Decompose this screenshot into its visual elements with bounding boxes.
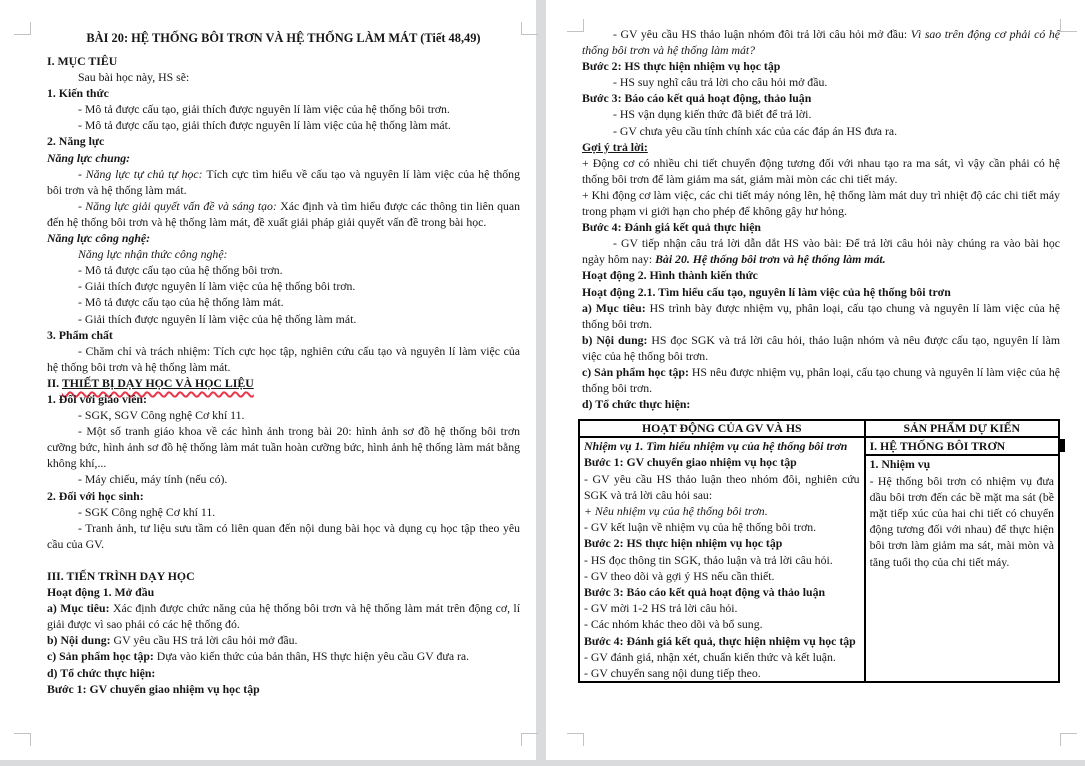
text-run: d) Tổ chức thực hiện: — [582, 397, 691, 412]
paragraph — [582, 106, 1060, 122]
table-header-san-pham: SẢN PHẨM DỰ KIẾN — [865, 420, 1059, 437]
text-run: Bước 4: Đánh giá kết quả, thực hiện nhiệm vụ học tập — [584, 633, 856, 648]
text-run: - Giải thích được nguyên lí làm việc của hệ thống bôi trơn. — [78, 279, 356, 294]
text-run: II. — [47, 375, 62, 390]
text-run: Bước 3: Báo cáo kết quả hoạt động, thảo luận — [582, 91, 812, 106]
text-run: - HS đọc thông tin SGK, thảo luận và trả lời câu hỏi. — [584, 552, 833, 567]
paragraph — [582, 332, 1060, 364]
page-left[interactable] — [0, 0, 536, 760]
text-run: - Hệ thống bôi trơn có nhiệm vụ đưa dầu bôi trơn đến các bề mặt ma sát (bề mặt tiếp xúc của hai chi tiết có chuyển động tương đối với nhau) để thực hiện bôi trơn làm giảm ma sát, mài mòn và tăng tuổi thọ của chi tiết máy. — [869, 473, 1054, 569]
text-run: Nhiệm vụ 1. Tìm hiểu nhiệm vụ của hệ thống bôi trơn — [584, 439, 848, 454]
text-run: a) Mục tiêu: — [582, 300, 650, 315]
paragraph — [47, 166, 520, 198]
paragraph — [47, 150, 520, 166]
text-run: - Năng lực tự chủ tự học: — [78, 166, 207, 181]
text-run: Bước 1: GV chuyển giao nhiệm vụ học tập — [47, 681, 260, 696]
paragraph — [47, 520, 520, 552]
paragraph — [582, 396, 1060, 412]
table-cell-activities — [579, 437, 865, 682]
page-right-content[interactable] — [582, 26, 1060, 683]
paragraph — [47, 278, 520, 294]
paragraph — [47, 391, 520, 407]
text-run: - Năng lực giải quyết vấn đề và sáng tạo: — [78, 198, 281, 213]
text-run: BÀI 20: HỆ THỐNG BÔI TRƠN VÀ HỆ THỐNG LÀM MÁT (Tiết 48,49) — [86, 31, 481, 45]
table-header-gv-hs: HOẠT ĐỘNG CỦA GV VÀ HS — [579, 420, 865, 437]
text-run: - GV kết luận về nhiệm vụ của hệ thống bôi trơn. — [584, 520, 817, 535]
paragraph — [47, 246, 520, 262]
paragraph — [582, 284, 1060, 300]
text-run: HS đọc SGK và trả lời câu hỏi, thảo luận nhóm và nêu được cấu tạo, nguyên lí làm việc của hệ thống bôi trơn. — [582, 332, 1060, 363]
text-run: b) Nội dung: — [582, 332, 652, 347]
paragraph — [584, 535, 860, 551]
paragraph — [584, 471, 860, 503]
text-run — [62, 376, 254, 390]
lesson-title — [47, 30, 520, 47]
heading-he-thong-boi-tron — [866, 438, 1058, 456]
text-run: Năng lực nhận thức công nghệ: — [78, 247, 228, 262]
margin-crop-mark — [14, 22, 31, 35]
text-run: - Giải thích được nguyên lí làm việc của hệ thống làm mát. — [78, 311, 357, 326]
text-run: Hoạt động 2. Hình thành kiến thức — [582, 268, 758, 283]
text-run: - Một số tranh giáo khoa về các hình ảnh trong bài 20: hình ảnh sơ đồ hệ thống bôi trơn cưỡng bức, hình ảnh sơ đồ hệ thống làm mát tuần hoàn cưỡng bức, hình ảnh hệ thống làm mát bằng không khí,... — [47, 424, 520, 471]
paragraph — [584, 519, 860, 535]
paragraph — [47, 311, 520, 327]
paragraph — [47, 343, 520, 375]
heading-nang-luc — [47, 133, 520, 149]
paragraph — [582, 26, 1060, 58]
paragraph — [47, 552, 520, 568]
text-run: Tích cực tìm hiểu về cấu tạo và nguyên lí làm việc của hệ thống bôi trơn và hệ thống làm mát. — [47, 166, 520, 197]
text-run: - GV chuyển sang nội dung tiếp theo. — [584, 666, 761, 681]
text-run: - HS vận dụng kiến thức đã biết để trả lời. — [613, 107, 812, 122]
paragraph — [582, 219, 1060, 235]
paragraph — [870, 473, 1054, 570]
text-run: Hoạt động 1. Mở đầu — [47, 585, 155, 600]
text-run: Bài 20. Hệ thống bôi trơn và hệ thống làm mát. — [655, 252, 886, 267]
margin-crop-mark — [1060, 19, 1077, 32]
paragraph — [47, 681, 520, 697]
heading-tien-trinh — [47, 568, 520, 584]
heading-thiet-bi — [47, 375, 520, 391]
text-run: - HS suy nghĩ câu trả lời cho câu hỏi mở đầu. — [613, 75, 828, 90]
paragraph — [584, 616, 860, 632]
paragraph — [584, 584, 860, 600]
paragraph — [47, 294, 520, 310]
text-run: + Khi động cơ làm việc, các chi tiết máy nóng lên, hệ thống làm mát duy trì nhiệt độ các chi tiết máy trong phạm vi giới hạn cho phép để không gây hư hỏng. — [582, 187, 1060, 219]
text-run: 1. Đối với giáo viên: — [47, 391, 147, 406]
paragraph — [584, 633, 860, 649]
paragraph — [584, 438, 860, 454]
text-run: - Mô tả được cấu tạo của hệ thống làm mát. — [78, 295, 284, 310]
paragraph — [47, 262, 520, 278]
paragraph — [582, 364, 1060, 396]
text-run: - GV chưa yêu cầu tính chính xác của các đáp án HS đưa ra. — [613, 123, 898, 138]
text-run: b) Nội dung: — [47, 633, 114, 648]
page-right[interactable] — [546, 0, 1085, 760]
text-run: 2. Năng lực — [47, 134, 105, 149]
paragraph — [582, 90, 1060, 106]
text-run: + Nêu nhiệm vụ của hệ thống bôi trơn. — [584, 504, 768, 519]
text-run: a) Mục tiêu: — [47, 601, 113, 616]
text-run: 1. Kiến thức — [47, 86, 109, 101]
text-run: Năng lực công nghệ: — [47, 231, 151, 246]
heading-muc-tieu — [47, 53, 520, 69]
text-run: - SGK, SGV Công nghệ Cơ khí 11. — [78, 408, 245, 423]
text-run: Bước 1: GV chuyển giao nhiệm vụ học tập — [584, 455, 797, 470]
paragraph — [582, 300, 1060, 332]
text-run: - Chăm chỉ và trách nhiệm: Tích cực học tập, nghiên cứu cấu tạo và nguyên lí làm việc của hệ thống bôi trơn và hệ thống làm mát. — [47, 343, 520, 374]
paragraph — [584, 600, 860, 616]
text-run: HS trình bày được nhiệm vụ, phân loại, cấu tạo chung và nguyên lí làm việc của hệ thống bôi trơn. — [582, 300, 1060, 331]
text-run: - GV mời 1-2 HS trả lời câu hỏi. — [584, 601, 738, 616]
margin-crop-mark — [521, 733, 538, 746]
text-run: c) Sản phẩm học tập: — [582, 364, 692, 379]
paragraph — [47, 600, 520, 632]
paragraph — [584, 665, 860, 681]
paragraph — [870, 456, 1054, 472]
page-left-content[interactable] — [47, 30, 520, 697]
text-run: c) Sản phẩm học tập: — [47, 649, 157, 664]
text-run: HS nêu được nhiệm vụ, phân loại, cấu tạo chung và nguyên lí làm việc của hệ thống bôi trơn. — [582, 364, 1060, 396]
text-run: - Tranh ảnh, tư liệu sưu tầm có liên quan đến nội dung bài học và dụng cụ học tập theo yêu cầu của GV. — [47, 520, 520, 551]
paragraph — [584, 454, 860, 470]
paragraph — [47, 69, 520, 85]
paragraph — [582, 155, 1060, 187]
paragraph — [47, 423, 520, 471]
paragraph — [47, 665, 520, 681]
paragraph — [582, 235, 1060, 267]
text-run: 2. Đối với học sinh: — [47, 488, 144, 503]
text-run: Vì sao trên động cơ phải có hệ thống bôi trơn và hệ thống làm mát? — [582, 27, 1060, 58]
paragraph — [582, 123, 1060, 139]
text-run: - SGK Công nghệ Cơ khí 11. — [78, 504, 216, 519]
text-run: Bước 2: HS thực hiện nhiệm vụ học tập — [584, 536, 783, 551]
text-run: Sau bài học này, HS sẽ: — [78, 70, 190, 85]
margin-crop-mark — [14, 733, 31, 746]
text-run: III. TIẾN TRÌNH DẠY HỌC — [47, 569, 195, 583]
text-run: Năng lực chung: — [47, 150, 131, 165]
paragraph — [47, 632, 520, 648]
heading-kien-thuc — [47, 85, 520, 101]
paragraph — [47, 471, 520, 487]
paragraph — [47, 584, 520, 600]
paragraph — [47, 198, 520, 230]
paragraph — [47, 504, 520, 520]
margin-crop-mark — [567, 733, 584, 746]
text-run: - Mô tả được cấu tạo của hệ thống bôi trơn. — [78, 263, 283, 278]
text-run: Xác định và tìm hiểu được các thông tin liên quan đến hệ thống bôi trơn và hệ thống làm mát, đề xuất giải pháp giải quyết vấn đề trong bài học. — [47, 198, 520, 229]
text-run: d) Tổ chức thực hiện: — [47, 665, 156, 680]
spellcheck-underline: THIẾT BỊ DẠY HỌC VÀ HỌC LIỆU — [61, 375, 254, 390]
margin-crop-mark — [521, 22, 538, 35]
text-run: - GV tiếp nhận câu trả lời dẫn dắt HS vào bài: Để trả lời câu hỏi này chúng ra vào bài học ngày hôm nay: — [582, 236, 1060, 267]
paragraph — [584, 552, 860, 568]
text-run: - GV theo dõi và gợi ý HS nếu cần thiết. — [584, 568, 775, 583]
text-run: Gợi ý trả lời: — [582, 139, 648, 154]
text-run: I. HỆ THỐNG BÔI TRƠN — [869, 439, 1006, 454]
text-run: - Mô tả được cấu tạo, giải thích được nguyên lí làm việc của hệ thống bôi trơn. — [78, 102, 450, 117]
activity-table — [578, 419, 1060, 683]
paragraph — [582, 267, 1060, 283]
goi-y-tra-loi — [582, 139, 1060, 155]
text-run: Xác định được chức năng của hệ thống bôi trơn và hệ thống làm mát trên động cơ, lí giải được vì sao phải có các hệ thống đó. — [47, 601, 520, 632]
paragraph — [582, 74, 1060, 90]
text-run: Bước 4: Đánh giá kết quả thực hiện — [582, 220, 761, 235]
text-run: GV yêu cầu HS trả lời câu hỏi mở đầu. — [113, 633, 298, 648]
paragraph — [47, 117, 520, 133]
text-run: Dựa vào kiến thức của bản thân, HS thực hiện yêu cầu GV đưa ra. — [156, 649, 470, 664]
paragraph — [584, 568, 860, 584]
page-right-text — [582, 26, 1060, 412]
paragraph — [584, 649, 860, 665]
paragraph — [582, 187, 1060, 219]
text-run: I. MỤC TIÊU — [47, 54, 118, 68]
text-run: - GV yêu cầu HS thảo luận nhóm đôi trả lời câu hỏi mở đầu: — [613, 27, 911, 41]
paragraph — [47, 407, 520, 423]
heading-pham-chat — [47, 327, 520, 343]
text-run: 3. Phẩm chất — [47, 327, 113, 342]
table-cell-products — [865, 437, 1059, 682]
text-run: 1. Nhiệm vụ — [869, 457, 931, 472]
text-run: - GV đánh giá, nhận xét, chuẩn kiến thức và kết luận. — [584, 649, 836, 664]
table-body-row — [579, 437, 1059, 682]
paragraph — [47, 648, 520, 664]
text-run: - GV yêu cầu HS thảo luận theo nhóm đôi, nghiên cứu SGK và trả lời câu hỏi sau: — [584, 471, 860, 502]
text-run: - Máy chiếu, máy tính (nếu có). — [78, 472, 228, 487]
paragraph — [47, 488, 520, 504]
paragraph — [47, 101, 520, 117]
text-run: + Động cơ có nhiều chi tiết chuyển động tương đối với nhau tạo ra ma sát, vì vậy cần phải có hệ thống bôi trơn để làm giảm ma sát, giảm mài mòn các chi tiết máy. — [582, 155, 1060, 186]
paragraph — [584, 503, 860, 519]
table-header-row — [579, 420, 1059, 437]
margin-crop-mark — [1060, 733, 1077, 746]
text-run: - Mô tả được cấu tạo, giải thích được nguyên lí làm việc của hệ thống làm mát. — [78, 118, 451, 133]
text-run: - Các nhóm khác theo dõi và bổ sung. — [584, 617, 763, 632]
text-run: Bước 2: HS thực hiện nhiệm vụ học tập — [582, 59, 781, 74]
paragraph — [47, 230, 520, 246]
text-run: Bước 3: Báo cáo kết quả hoạt động và thảo luận — [584, 585, 826, 600]
text-run: Hoạt động 2.1. Tìm hiểu cấu tạo, nguyên lí làm việc của hệ thống bôi trơn — [582, 284, 951, 299]
paragraph — [582, 58, 1060, 74]
